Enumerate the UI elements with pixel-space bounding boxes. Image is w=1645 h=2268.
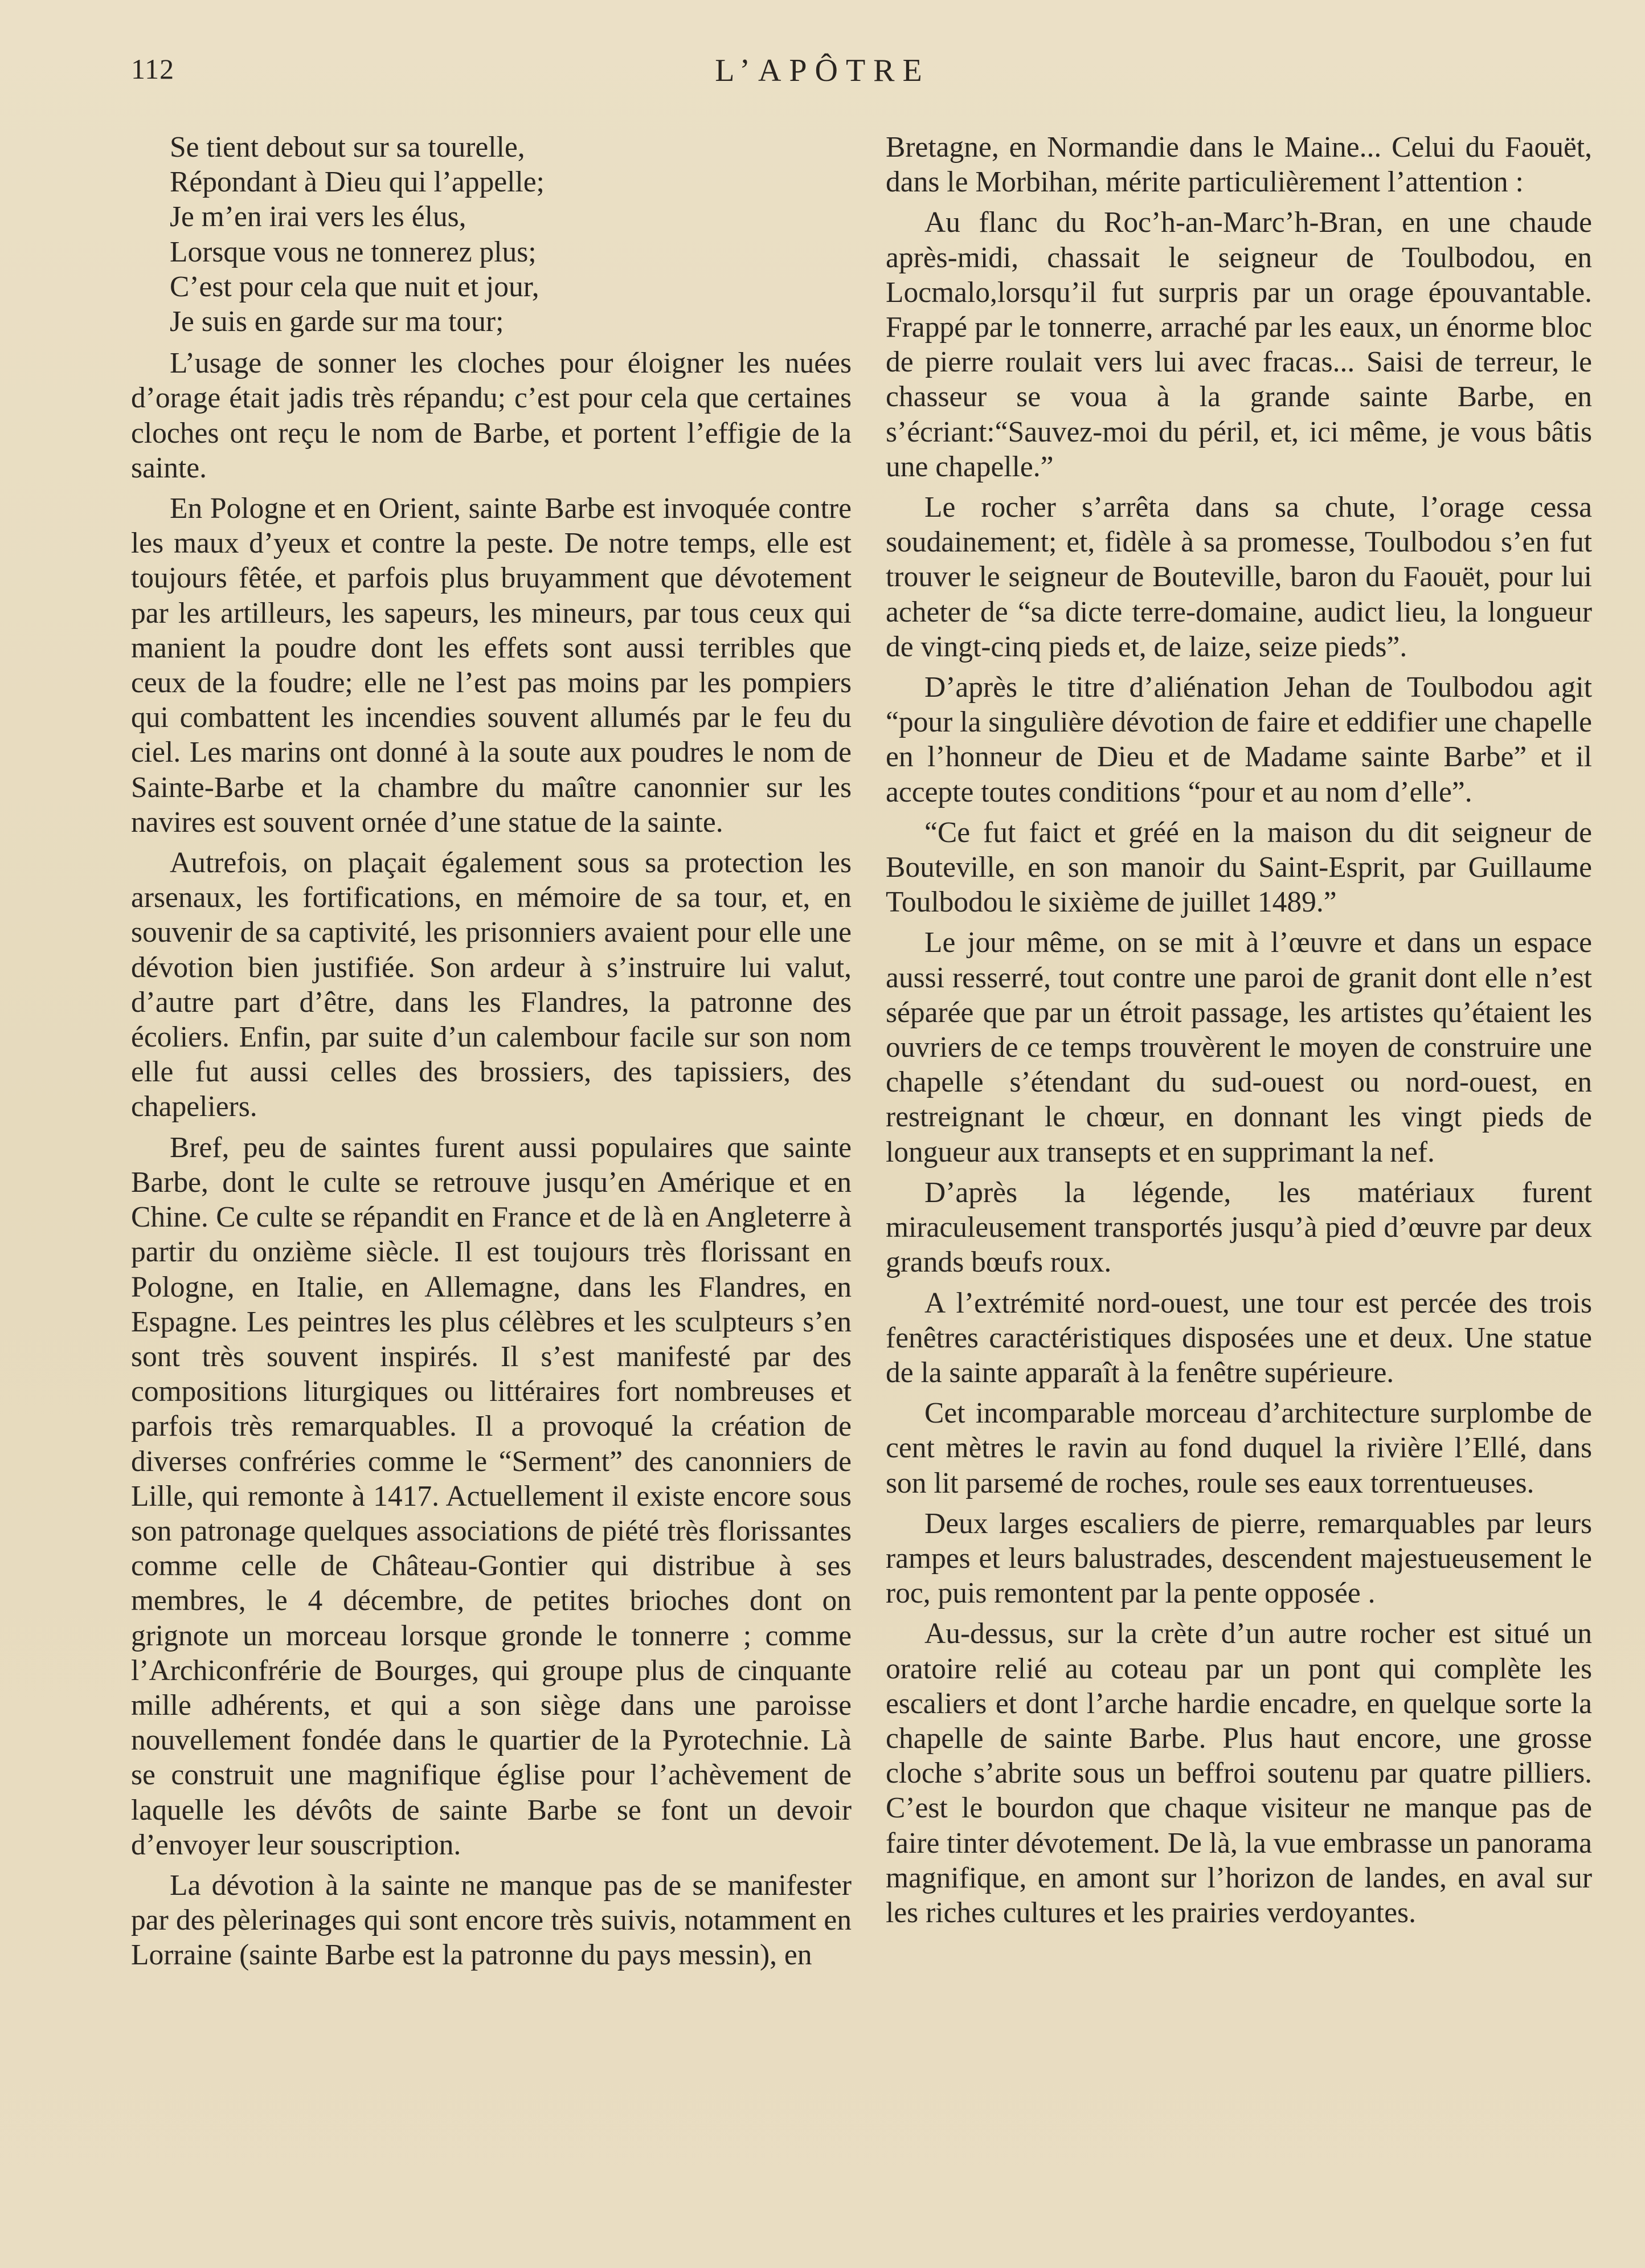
paragraph-tower: A l’extrémité nord-ouest, une tour est percée des trois fenêtres caractéristiques disposées une et deux. Une statue de la sainte apparaît à la fenêtre supérieure. [886, 1286, 1592, 1389]
paragraph-patronage: En Pologne et en Orient, sainte Barbe est invoquée contre les maux d’yeux et contre la peste. De notre temps, elle est toujours fêtée, et parfois plus bruyamment que dévotement par les artilleurs, les sapeurs, les mineurs, par tous ceux qui manient la poudre dont les effets sont aussi terribles que ceux de la foudre; elle ne l’est pas moins par les pompiers qui combattent les incendies souvent allumés par le feu du ciel. Les marins ont donné à la soute aux poudres le nom de Sainte-Barbe et la chambre du maître canonnier sur les navires est souvent ornée d’une statue de la sainte. [131, 492, 852, 839]
left-column [131, 130, 852, 1979]
paragraph-ravine: Cet incomparable morceau d’architecture surplombe de cent mètres le ravin au fond duquel la rivière l’Ellé, dans son lit parsemé de roches, roule ses eaux torrentueuses. [886, 1397, 1592, 1499]
poem-line: Lorsque vous ne tonnerez plus; [170, 235, 537, 268]
paragraph-legend: Au flanc du Roc’h-an-Marc’h-Bran, en une chaude après-midi, chassait le seigneur de Toulbodou, en Locmalo,lorsqu’il fut surpris par un orage épouvantable. Frappé par le tonnerre, arraché par les eaux, un énorme bloc de pierre roulait vers lui avec fracas... Saisi de terreur, le chasseur se voua à la grande sainte Barbe, en s’écriant:“Sauvez-moi du péril, et, ici même, je vous bâtis une chapelle.” [886, 206, 1592, 483]
paragraph-pilgrimages: La dévotion à la sainte ne manque pas de se manifester par des pèlerinages qui sont encore très suivis, notamment en Lorraine (sainte Barbe est la patronne du pays messin), en [131, 1869, 852, 1972]
poem-line: Répondant à Dieu qui l’appelle; [170, 166, 545, 199]
running-title: L’APÔTRE [715, 53, 930, 88]
paragraph-stairs: Deux larges escaliers de pierre, remarquables par leurs rampes et leurs balustrades, descendent majestueusement le roc, puis remontent par la pente opposée . [886, 1507, 1592, 1610]
poem-line: C’est pour cela que nuit et jour, [170, 270, 539, 303]
page-number: 112 [131, 53, 175, 85]
paragraph-promise: Le rocher s’arrêta dans sa chute, l’orage cessa soudainement; et, fidèle à sa promesse, Toulbodou s’en fut trouver le seigneur de Bouteville, baron du Faouët, pour lui acheter de “sa dicte terre-domaine, audict lieu, la longueur de vingt-cinq pieds et, de laize, seize pieds”. [886, 491, 1592, 663]
paragraph-quote: “Ce fut faict et gréé en la maison du dit seigneur de Bouteville, en son manoir du Saint-Esprit, par Guillaume Toulbodou le sixième de juillet 1489.” [886, 816, 1592, 919]
paragraph-popularity: Bref, peu de saintes furent aussi populaires que sainte Barbe, dont le culte se retrouve jusqu’en Amérique et en Chine. Ce culte se répandit en France et de là en Angleterre à partir du onzième siècle. Il est toujours très florissant en Pologne, en Italie, en Allemagne, dans les Flandres, en Espagne. Les peintres les plus célèbres et les sculpteurs s’en sont très souvent inspirés. Il s’est manifesté par des compositions liturgiques ou littéraires fort nombreuses et parfois très remarquables. Il a provoqué la création de diverses confréries comme le “Serment” des canonniers de Lille, qui remonte à 1417. Actuellement il existe encore sous son patronage quelques associations de piété très florissantes comme celle de Château-Gontier qui distribue à ses membres, le 4 décembre, de petites brioches dont on grignote un morceau lorsque gronde le tonnerre ; comme l’Archiconfrérie de Bourges, qui groupe plus de cinquante mille adhérents, et qui a son siège dans une paroisse nouvellement fondée dans le quartier de la Pyrotechnie. Là se construit une magnifique église pour l’achèvement de laquelle les dévôts de sainte Barbe se font un devoir d’envoyer leur souscription. [131, 1131, 852, 1861]
paragraph-oxen: D’après la légende, les matériaux furent miraculeusement transportés jusqu’à pied d’œuvre par deux grands bœufs roux. [886, 1176, 1592, 1279]
paragraph-protection: Autrefois, on plaçait également sous sa protection les arsenaux, les fortifications, en mémoire de sa tour, et, en souvenir de sa captivité, les prisonniers avaient pour elle une dévotion bien justifiée. Son ardeur à s’instruire lui valut, d’autre part d’être, dans les Flandres, la patronne des écoliers. Enfin, par suite d’un calembour facile sur son nom elle fut aussi celles des brossiers, des tapissiers, des chapeliers. [131, 847, 852, 1123]
poem-line: Je suis en garde sur ma tour; [170, 305, 504, 338]
poem-line: Je m’en irai vers les élus, [170, 201, 467, 234]
paragraph-title-deed: D’après le titre d’aliénation Jehan de Toulbodou agit “pour la singulière dévotion de faire et eddifier une chapelle en l’honneur de Dieu et de Madame sainte Barbe” et il accepte toutes conditions “pour et au nom d’elle”. [886, 671, 1592, 808]
right-column [886, 130, 1592, 1936]
paragraph-oratory: Au-dessus, sur la crète d’un autre rocher est situé un oratoire relié au coteau par un pont qui complète les escaliers et dont l’arche hardie encadre, en quelque sorte la chapelle de sainte Barbe. Plus haut encore, une grosse cloche s’abrite sous un beffroi soutenu par quatre pilliers. C’est le bourdon que chaque visiteur ne manque pas de faire tinter dévotement. De là, la vue embrasse un panorama magnifique, en amont sur l’horizon de landes, en aval sur les riches cultures et les prairies verdoyantes. [886, 1617, 1592, 1929]
poem-line: Se tient debout sur sa tourelle, [170, 131, 525, 164]
paragraph-bells: L’usage de sonner les cloches pour éloigner les nuées d’orage était jadis très répandu; c’est pour cela que certaines cloches ont reçu le nom de Barbe, et portent l’effigie de la sainte. [131, 347, 852, 484]
page-header [0, 52, 1645, 98]
paragraph-continuation: Bretagne, en Normandie dans le Maine... Celui du Faouët, dans le Morbihan, mérite particulièrement l’attention : [886, 131, 1592, 199]
poem-stanza [131, 130, 852, 339]
paragraph-construction: Le jour même, on se mit à l’œuvre et dans un espace aussi resserré, tout contre une paroi de granit dont elle n’est séparée que par un étroit passage, les artistes qu’étaient les ouvriers de ce temps trouvèrent le moyen de construire une chapelle s’étendant du sud-ouest ou nord-ouest, en restreignant le chœur, en donnant les vingt pieds de longueur aux transepts et en supprimant la nef. [886, 926, 1592, 1168]
